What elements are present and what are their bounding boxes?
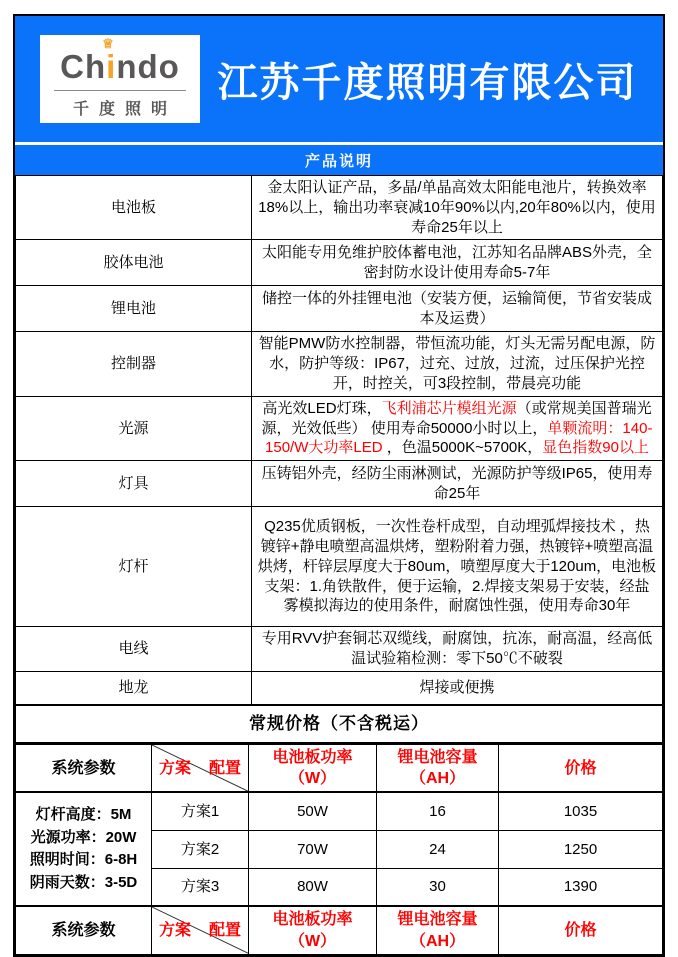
spec-desc: 焊接或便携 xyxy=(252,671,663,705)
desc-part-highlight: 单颗流明：140-150/W大功率LED xyxy=(265,419,653,457)
plan-price: 1035 xyxy=(499,792,663,830)
battery-capacity-header: 锂电池容量（AH） xyxy=(377,745,499,793)
spec-label: 控制器 xyxy=(16,332,252,396)
system-params-cell xyxy=(16,792,152,906)
spec-desc xyxy=(252,396,663,460)
logo-divider xyxy=(54,90,186,91)
logo-text-i: i xyxy=(106,47,117,85)
price-section-title-row xyxy=(16,705,663,743)
desc-part-highlight: 显色指数90以上 xyxy=(542,439,649,457)
plan-name: 方案2 xyxy=(152,830,249,868)
spec-desc: Q235优质钢板，一次性卷杆成型，自动埋弧焊接技术 ，热镀锌+静电喷塑高温烘烤，塑粉附着力强，热镀锌+喷塑高温烘烤，杆锌层厚度大于80um，喷塑厚度大于120um，电池板支架：1.角铁散件，便于运输，2.焊接支架易于安装，经盐雾模拟海边的使用条件，耐腐蚀性强，使用寿命30年 xyxy=(252,507,663,627)
table-row xyxy=(16,332,663,396)
param-light-power: 光源功率：20W xyxy=(30,828,137,846)
price-header-row-bottom xyxy=(16,906,663,954)
param-pole-height: 灯杆高度：5M xyxy=(35,806,132,824)
header xyxy=(15,16,663,142)
plan-label: 方案 xyxy=(159,922,192,940)
spec-desc: 金太阳认证产品，多晶/单晶高效太阳能电池片，转换效率18%以上，输出功率衰减10年90%以内,20年80%以内，使用寿命25年以上 xyxy=(252,176,663,240)
logo-text-ndo: ndo xyxy=(116,47,180,85)
spec-desc: 太阳能专用免维护胶体蓄电池，江苏知名品牌ABS外壳，全密封防水设计使用寿命5-7年 xyxy=(252,240,663,286)
desc-part: ，色温5000K~5700K， xyxy=(382,439,543,457)
plan-label: 方案 xyxy=(159,759,192,777)
logo-text-ch: Ch xyxy=(60,47,107,85)
table-row xyxy=(16,671,663,705)
price-section-title: 常规价格（不含税运） xyxy=(16,705,663,743)
table-row xyxy=(16,627,663,672)
plan-row xyxy=(16,792,663,830)
spec-desc: 压铸铝外壳，经防尘雨淋测试，光源防护等级IP65，使用寿命25年 xyxy=(252,461,663,507)
system-params-header: 系统参数 xyxy=(16,906,152,954)
spec-desc: 储控一体的外挂锂电池（安装方便，运输简便，节省安装成本及运费） xyxy=(252,286,663,332)
spec-desc: 智能PMW防水控制器，带恒流功能，灯头无需另配电源，防水，防护等级：IP67，过充、过放，过流，过压保护光控开，时控关，可3段控制，带晨亮功能 xyxy=(252,332,663,396)
table-row xyxy=(16,176,663,240)
plan-power: 70W xyxy=(249,830,377,868)
plan-price: 1390 xyxy=(499,868,663,906)
config-label: 配置 xyxy=(208,759,241,777)
plan-price: 1250 xyxy=(499,830,663,868)
logo-subtitle: 千度照明 xyxy=(72,100,177,118)
spec-label: 地龙 xyxy=(16,671,252,705)
param-lighting-time: 照明时间：6-8H xyxy=(29,851,138,869)
price-header: 价格 xyxy=(499,906,663,954)
company-title: 江苏千度照明有限公司 xyxy=(217,60,638,105)
desc-part: 高光效LED灯珠， xyxy=(262,399,382,417)
param-rainy-days: 阴雨天数：3-5D xyxy=(29,873,138,891)
price-header: 价格 xyxy=(499,745,663,793)
panel-power-header: 电池板功率（W） xyxy=(249,745,377,793)
table-row xyxy=(16,507,663,627)
table-row xyxy=(16,396,663,460)
spec-label: 锂电池 xyxy=(16,286,252,332)
spec-table xyxy=(15,175,663,744)
desc-part: （或常规美国普瑞光源，光效低些） 使用寿命50000小时以上， xyxy=(261,399,652,437)
plan-capacity: 16 xyxy=(377,792,499,830)
plan-config-header xyxy=(152,906,249,954)
plan-power: 80W xyxy=(249,868,377,906)
table-row xyxy=(16,461,663,507)
spec-desc: 专用RVV护套铜芯双缆线，耐腐蚀，抗冻，耐高温，经高低温试验箱检测：零下50℃不破裂 xyxy=(252,627,663,672)
battery-capacity-header: 锂电池容量（AH） xyxy=(377,906,499,954)
table-row xyxy=(16,240,663,286)
logo-wordmark xyxy=(60,35,180,85)
plan-name: 方案3 xyxy=(152,868,249,906)
desc-part-highlight: 飞利浦芯片模组光源 xyxy=(381,399,517,417)
plan-config-header xyxy=(152,745,249,793)
price-table xyxy=(15,744,663,954)
plan-power: 50W xyxy=(249,792,377,830)
product-description-bar: 产品说明 xyxy=(15,145,663,175)
plan-capacity: 24 xyxy=(377,830,499,868)
spec-label: 电池板 xyxy=(16,176,252,240)
plan-capacity: 30 xyxy=(377,868,499,906)
spec-label: 胶体电池 xyxy=(16,240,252,286)
brand-logo xyxy=(40,35,200,123)
spec-label: 灯具 xyxy=(16,461,252,507)
panel-power-header: 电池板功率（W） xyxy=(249,906,377,954)
spec-label: 光源 xyxy=(16,396,252,460)
plan-name: 方案1 xyxy=(152,792,249,830)
crown-icon: ♕ xyxy=(102,35,115,51)
sheet-frame xyxy=(13,14,665,957)
spec-label: 电线 xyxy=(16,627,252,672)
table-row xyxy=(16,286,663,332)
system-params-header: 系统参数 xyxy=(16,745,152,793)
spec-label: 灯杆 xyxy=(16,507,252,627)
config-label: 配置 xyxy=(208,922,241,940)
price-header-row xyxy=(16,745,663,793)
